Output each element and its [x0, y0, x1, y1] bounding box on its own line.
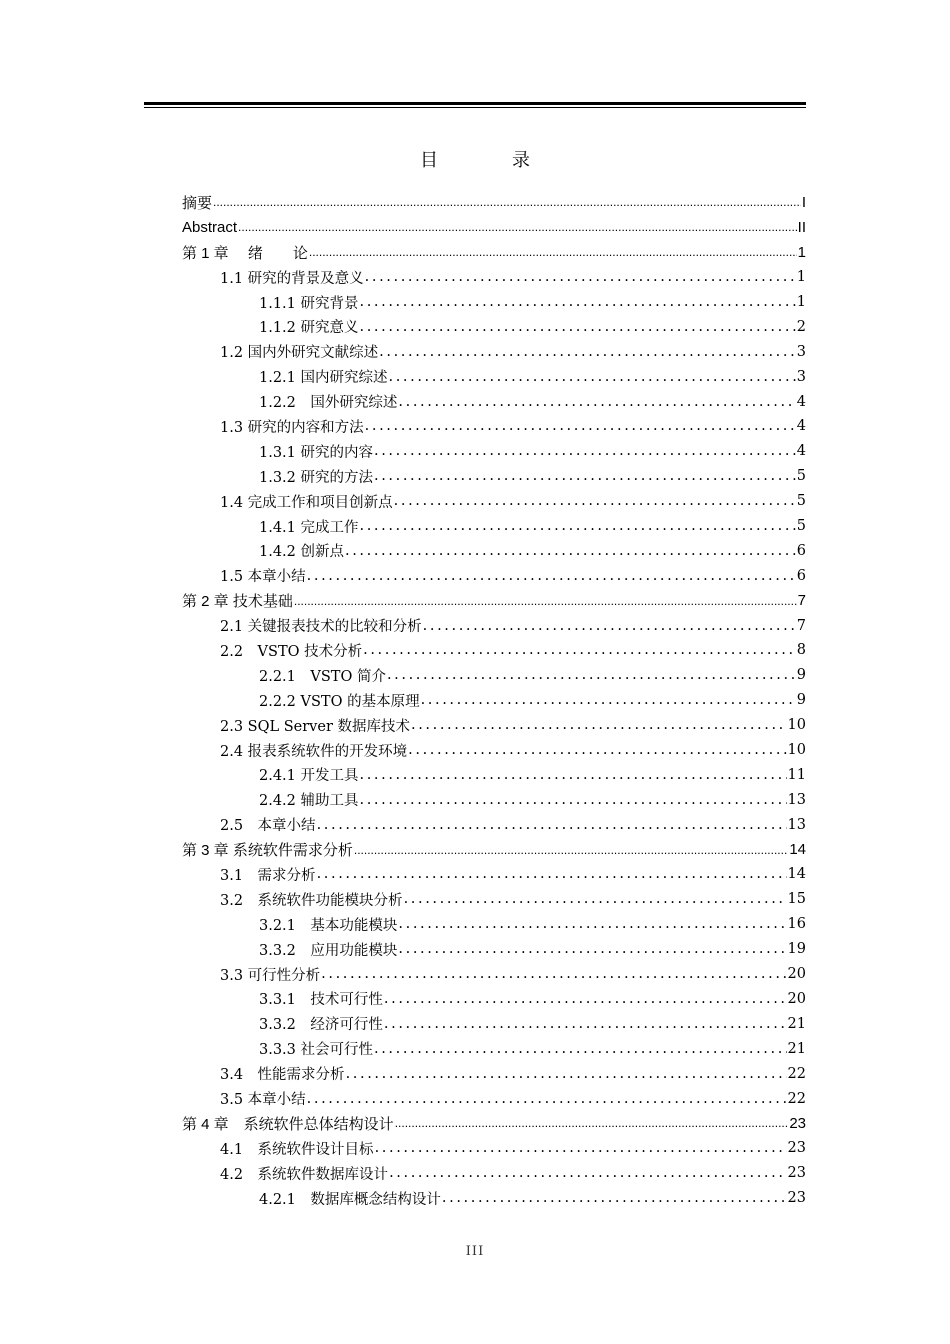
toc-leader-dots	[360, 792, 787, 808]
toc-entry-title: 4.1 系统软件设计目标	[220, 1141, 374, 1158]
toc-leader-dots	[360, 319, 796, 335]
toc-entry-page: 10	[787, 742, 806, 759]
toc-leader-dots	[374, 468, 796, 484]
toc-entry-page: 19	[787, 941, 806, 958]
toc-entry-page: 23	[787, 1190, 806, 1207]
toc-entry-title: 3.4 性能需求分析	[220, 1067, 345, 1084]
toc-entry[interactable]	[182, 240, 806, 265]
toc-entry-page: II	[797, 218, 806, 236]
toc-entry[interactable]	[182, 314, 806, 339]
toc-entry-title: 第 4 章 系统软件总体结构设计	[182, 1115, 394, 1133]
toc-leader-dots	[395, 1116, 789, 1130]
toc-leader-dots	[238, 220, 797, 234]
toc-entry-page: 1	[796, 269, 806, 286]
toc-leader-dots	[307, 568, 796, 584]
toc-entry[interactable]	[182, 837, 806, 862]
toc-entry[interactable]	[182, 862, 806, 887]
toc-entry-title: 2.3 SQL Server 数据库技术	[220, 718, 410, 735]
toc-leader-dots	[408, 742, 786, 758]
toc-leader-dots	[394, 493, 796, 509]
toc-entry-title: 1.3.2 研究的方法	[259, 469, 374, 486]
toc-leader-dots	[404, 891, 787, 907]
toc-leader-dots	[375, 1140, 787, 1156]
toc-entry-title: 3.3.1 技术可行性	[259, 992, 383, 1009]
toc-leader-dots	[442, 1190, 787, 1206]
toc-leader-dots	[345, 543, 796, 559]
toc-entry[interactable]	[182, 613, 806, 638]
toc-entry-page: 23	[787, 1140, 806, 1157]
toc-entry[interactable]	[182, 762, 806, 787]
toc-entry-page: 7	[797, 592, 806, 610]
toc-entry-page: 9	[796, 692, 806, 709]
toc-entry[interactable]	[182, 439, 806, 464]
toc-leader-dots	[411, 717, 787, 733]
toc-entry-title: 2.2 VSTO 技术分析	[220, 643, 363, 660]
toc-entry[interactable]	[182, 389, 806, 414]
toc-entry[interactable]	[182, 887, 806, 912]
toc-entry-page: 21	[787, 1040, 806, 1057]
toc-entry-page: 9	[796, 667, 806, 684]
toc-entry-page: 20	[787, 966, 806, 983]
toc-entry[interactable]	[182, 563, 806, 588]
toc-leader-dots	[365, 418, 796, 434]
toc-entry[interactable]	[182, 787, 806, 812]
toc-entry[interactable]	[182, 290, 806, 315]
toc-entry-title: 3.3.2 经济可行性	[259, 1017, 383, 1034]
toc-leader-dots	[423, 618, 796, 634]
toc-entry[interactable]	[182, 987, 806, 1012]
toc-entry-title: 3.2 系统软件功能模块分析	[220, 892, 403, 909]
toc-entry-title: 1.5 本章小结	[220, 569, 306, 586]
toc-entry-title: Abstract	[182, 218, 238, 236]
header-rule-thin	[144, 107, 806, 108]
toc-entry-page: 6	[796, 542, 806, 559]
toc-entry-title: 摘要	[182, 194, 213, 212]
toc-leader-dots	[309, 245, 797, 259]
toc-entry-title: 1.2.2 国外研究综述	[259, 395, 398, 412]
toc-entry-title: 4.2.1 数据库概念结构设计	[259, 1191, 441, 1208]
toc-leader-dots	[307, 1091, 787, 1107]
toc-entry-page: 4	[796, 443, 806, 460]
toc-entry-title: 第 3 章 系统软件需求分析	[182, 842, 353, 860]
toc-entry[interactable]	[182, 1036, 806, 1061]
toc-leader-dots	[379, 344, 796, 360]
toc-entry[interactable]	[182, 738, 806, 763]
toc-entry-title: 2.2.2 VSTO 的基本原理	[259, 693, 420, 710]
toc-leader-dots	[384, 991, 787, 1007]
toc-leader-dots	[317, 817, 787, 833]
toc-entry[interactable]	[182, 265, 806, 290]
toc-entry-page: 13	[787, 816, 806, 833]
toc-entry-title: 3.1 需求分析	[220, 867, 316, 884]
toc-leader-dots	[360, 767, 787, 783]
toc-leader-dots	[317, 866, 787, 882]
toc-entry-title: 2.1 关键报表技术的比较和分析	[220, 619, 422, 636]
toc-entry-title: 2.4.2 辅助工具	[259, 793, 359, 810]
toc-entry-page: 22	[787, 1090, 806, 1107]
toc-entry-page: 2	[796, 318, 806, 335]
toc-entry-page: 23	[789, 1114, 806, 1132]
toc-leader-dots	[363, 642, 796, 658]
toc-entry-page: 7	[796, 617, 806, 634]
toc-leader-dots	[374, 1041, 787, 1057]
toc-leader-dots	[398, 394, 795, 410]
toc-entry[interactable]	[182, 1011, 806, 1036]
toc-entry-title: 3.3.2 应用功能模块	[259, 942, 398, 959]
toc-leader-dots	[360, 518, 796, 534]
toc-entry[interactable]	[182, 688, 806, 713]
toc-leader-dots	[389, 369, 796, 385]
toc-entry-page: 5	[796, 518, 806, 535]
toc-entry[interactable]	[182, 1136, 806, 1161]
toc-entry-page: 20	[787, 990, 806, 1007]
toc-entry-page: 3	[796, 343, 806, 360]
toc-entry-page: 5	[796, 493, 806, 510]
toc-entry-page: 14	[789, 841, 806, 859]
toc-entry-title: 1.4.1 完成工作	[259, 519, 359, 536]
toc-entry-page: 15	[787, 891, 806, 908]
toc-entry[interactable]	[182, 1061, 806, 1086]
toc-entry-title: 1.1 研究的背景及意义	[220, 270, 364, 287]
toc-entry-title: 1.3 研究的内容和方法	[220, 419, 364, 436]
toc-leader-dots	[384, 1016, 787, 1032]
toc-entry-page: I	[801, 193, 806, 211]
toc-entry-title: 2.2.1 VSTO 简介	[259, 668, 386, 685]
header-rule-thick	[144, 102, 806, 105]
toc-entry[interactable]	[182, 339, 806, 364]
toc-entry-title: 2.4 报表系统软件的开发环境	[220, 743, 408, 760]
toc-entry-page: 8	[796, 642, 806, 659]
toc-entry-title: 4.2 系统软件数据库设计	[220, 1166, 389, 1183]
toc-entry[interactable]	[182, 514, 806, 539]
toc-entry-page: 4	[796, 418, 806, 435]
toc-entry[interactable]	[182, 713, 806, 738]
toc-entry[interactable]	[182, 1111, 806, 1136]
toc-entry-title: 1.2 国内外研究文献综述	[220, 345, 379, 362]
toc-entry[interactable]	[182, 414, 806, 439]
toc-entry[interactable]	[182, 962, 806, 987]
table-of-contents	[182, 190, 806, 1211]
toc-leader-dots	[354, 843, 788, 857]
toc-entry-title: 1.1.1 研究背景	[259, 295, 359, 312]
toc-entry[interactable]	[182, 663, 806, 688]
toc-entry[interactable]	[182, 215, 806, 240]
toc-entry[interactable]	[182, 638, 806, 663]
toc-entry-page: 11	[787, 766, 806, 783]
toc-entry-page: 14	[787, 866, 806, 883]
toc-entry-title: 第 1 章 绪 论	[182, 244, 308, 262]
toc-leader-dots	[360, 294, 796, 310]
toc-entry-page: 22	[787, 1065, 806, 1082]
toc-leader-dots	[387, 667, 796, 683]
toc-entry-title: 2.5 本章小结	[220, 818, 316, 835]
toc-entry-title: 1.4 完成工作和项目创新点	[220, 494, 393, 511]
toc-entry[interactable]	[182, 489, 806, 514]
toc-leader-dots	[389, 1165, 786, 1181]
toc-entry[interactable]	[182, 364, 806, 389]
toc-entry[interactable]	[182, 1086, 806, 1111]
toc-entry-title: 第 2 章 技术基础	[182, 593, 293, 611]
toc-entry-page: 23	[787, 1165, 806, 1182]
toc-entry[interactable]	[182, 937, 806, 962]
toc-entry[interactable]	[182, 812, 806, 837]
toc-entry-title: 3.5 本章小结	[220, 1092, 306, 1108]
toc-title: 目 录	[420, 150, 558, 171]
toc-entry[interactable]	[182, 538, 806, 563]
toc-entry-title: 3.2.1 基本功能模块	[259, 917, 398, 934]
toc-entry-page: 21	[787, 1015, 806, 1032]
toc-entry-page: 5	[796, 468, 806, 485]
toc-entry-title: 1.3.1 研究的内容	[259, 444, 374, 461]
toc-entry-page: 1	[797, 243, 806, 261]
toc-entry-title: 1.1.2 研究意义	[259, 320, 359, 337]
toc-entry-title: 3.3 可行性分析	[220, 967, 321, 984]
toc-entry-page: 13	[787, 791, 806, 808]
toc-leader-dots	[398, 916, 786, 932]
toc-entry-page: 6	[796, 567, 806, 584]
toc-leader-dots	[365, 269, 796, 285]
toc-entry[interactable]	[182, 1186, 806, 1211]
page-number: III	[465, 1244, 485, 1259]
toc-leader-dots	[398, 941, 786, 957]
toc-leader-dots	[421, 692, 796, 708]
toc-leader-dots	[294, 594, 797, 608]
toc-entry-page: 1	[796, 294, 806, 310]
toc-entry-page: 4	[796, 393, 806, 410]
toc-entry-page: 16	[787, 916, 806, 933]
toc-entry-page: 3	[796, 368, 806, 385]
toc-entry-title: 1.4.2 创新点	[259, 544, 345, 561]
toc-entry[interactable]	[182, 912, 806, 937]
toc-entry-title: 3.3.3 社会可行性	[259, 1042, 374, 1059]
toc-entry-title: 2.4.1 开发工具	[259, 768, 359, 785]
toc-entry[interactable]	[182, 1161, 806, 1186]
toc-leader-dots	[321, 966, 786, 982]
toc-entry-title: 1.2.1 国内研究综述	[259, 370, 388, 387]
toc-leader-dots	[213, 195, 801, 209]
toc-entry-page: 10	[787, 717, 806, 734]
toc-leader-dots	[346, 1066, 787, 1082]
toc-entry[interactable]	[182, 588, 806, 613]
toc-leader-dots	[374, 443, 796, 459]
toc-entry[interactable]	[182, 464, 806, 489]
toc-entry[interactable]	[182, 190, 806, 215]
